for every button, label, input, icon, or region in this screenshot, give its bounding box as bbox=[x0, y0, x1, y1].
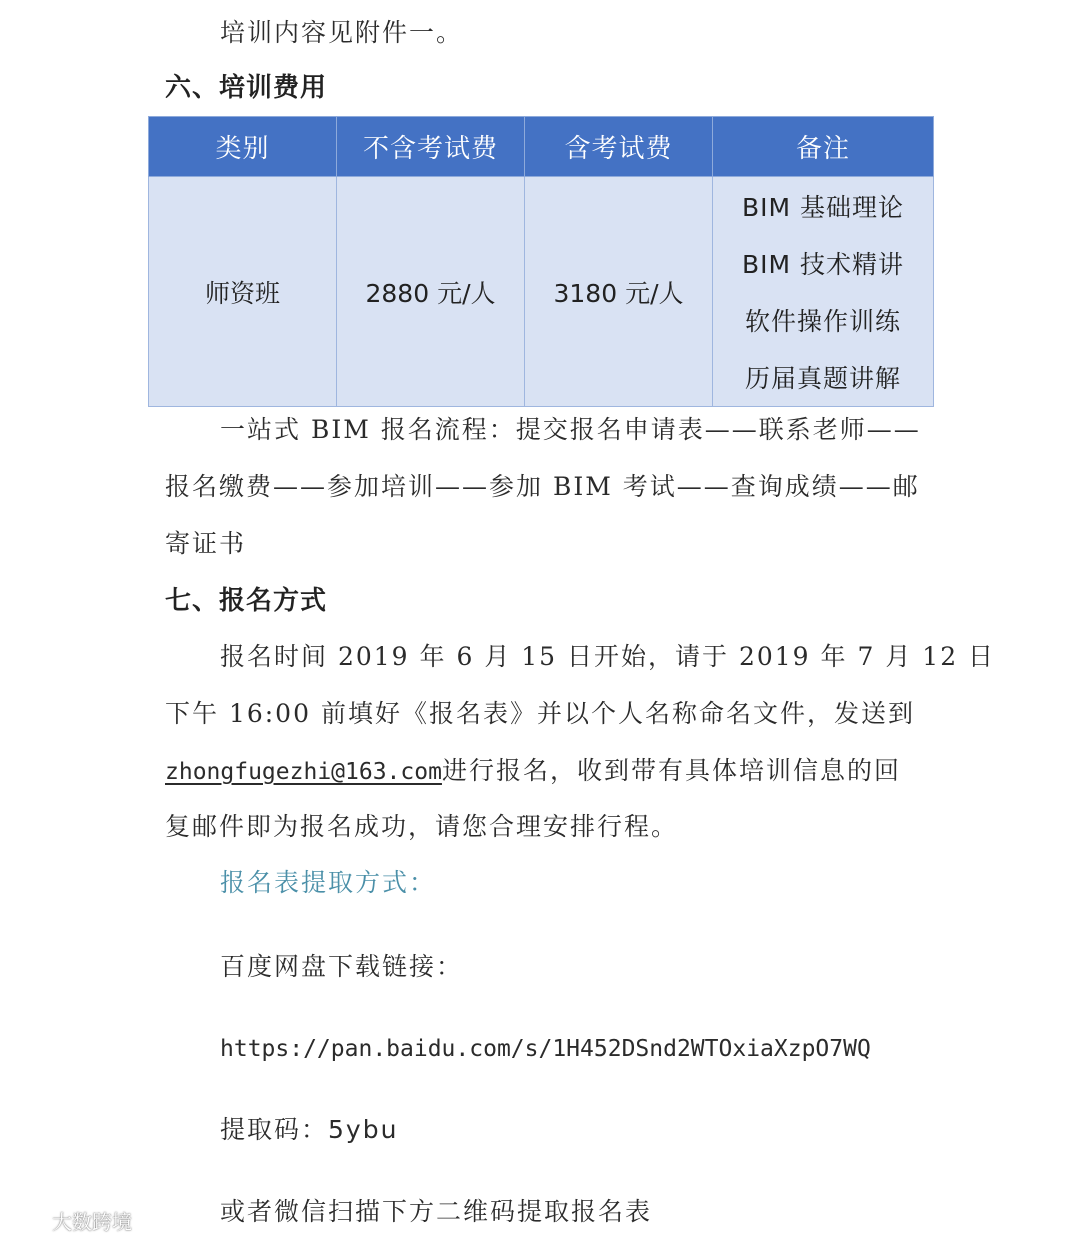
watermark bbox=[10, 1206, 132, 1235]
note-item: 历届真题讲解 bbox=[744, 363, 901, 393]
notes-list bbox=[714, 178, 932, 405]
wechat-line: 或者微信扫描下方二维码提取报名表 bbox=[220, 1197, 653, 1226]
signup-line-4: 复邮件即为报名成功，请您合理安排行程。 bbox=[165, 812, 679, 841]
code-value: 5ybu bbox=[328, 1115, 399, 1144]
section-7-heading: 七、报名方式 bbox=[165, 586, 328, 616]
fee-table bbox=[148, 116, 934, 407]
note-item: 软件操作训练 bbox=[744, 306, 901, 336]
note-item: BIM 基础理论 bbox=[741, 193, 905, 223]
cell-category: 师资班 bbox=[149, 177, 337, 407]
cell-with-exam: 3180 元/人 bbox=[525, 177, 713, 407]
section-6-heading: 六、培训费用 bbox=[165, 73, 328, 103]
header-with-exam: 含考试费 bbox=[525, 117, 713, 177]
process-line-3: 寄证书 bbox=[165, 529, 247, 558]
table-row bbox=[149, 177, 934, 407]
fee-table-header-row bbox=[149, 117, 934, 177]
baidu-url[interactable]: https://pan.baidu.com/s/1H452DSnd2WTOxiaXzpO7WQ bbox=[220, 1036, 871, 1062]
process-line-2: 报名缴费——参加培训——参加 BIM 考试——查询成绩——邮 bbox=[165, 472, 920, 501]
intro-line: 培训内容见附件一。 bbox=[220, 18, 464, 47]
header-category: 类别 bbox=[149, 117, 337, 177]
form-retrieval-title: 报名表提取方式： bbox=[220, 868, 437, 897]
baidu-label: 百度网盘下载链接： bbox=[220, 952, 464, 981]
signup-line-1: 报名时间 2019 年 6 月 15 日开始，请于 2019 年 7 月 12 日 bbox=[220, 642, 996, 671]
note-item: BIM 技术精讲 bbox=[741, 250, 905, 280]
cell-notes bbox=[713, 177, 934, 407]
email-link[interactable]: zhongfugezhi@163.com bbox=[165, 759, 442, 785]
code-line bbox=[220, 1113, 398, 1147]
header-notes: 备注 bbox=[713, 117, 934, 177]
watermark-text: 大数跨境 bbox=[52, 1210, 132, 1234]
signup-line-2: 下午 16:00 前填好《报名表》并以个人名称命名文件，发送到 bbox=[165, 699, 915, 728]
signup-line-3-rest: 进行报名，收到带有具体培训信息的回 bbox=[441, 756, 901, 785]
code-label: 提取码： bbox=[220, 1115, 329, 1144]
watermark-logo-icon bbox=[10, 1209, 46, 1233]
cell-without-exam: 2880 元/人 bbox=[337, 177, 525, 407]
signup-line-3 bbox=[165, 754, 901, 789]
process-line-1: 一站式 BIM 报名流程：提交报名申请表——联系老师—— bbox=[220, 415, 921, 444]
header-without-exam: 不含考试费 bbox=[337, 117, 525, 177]
